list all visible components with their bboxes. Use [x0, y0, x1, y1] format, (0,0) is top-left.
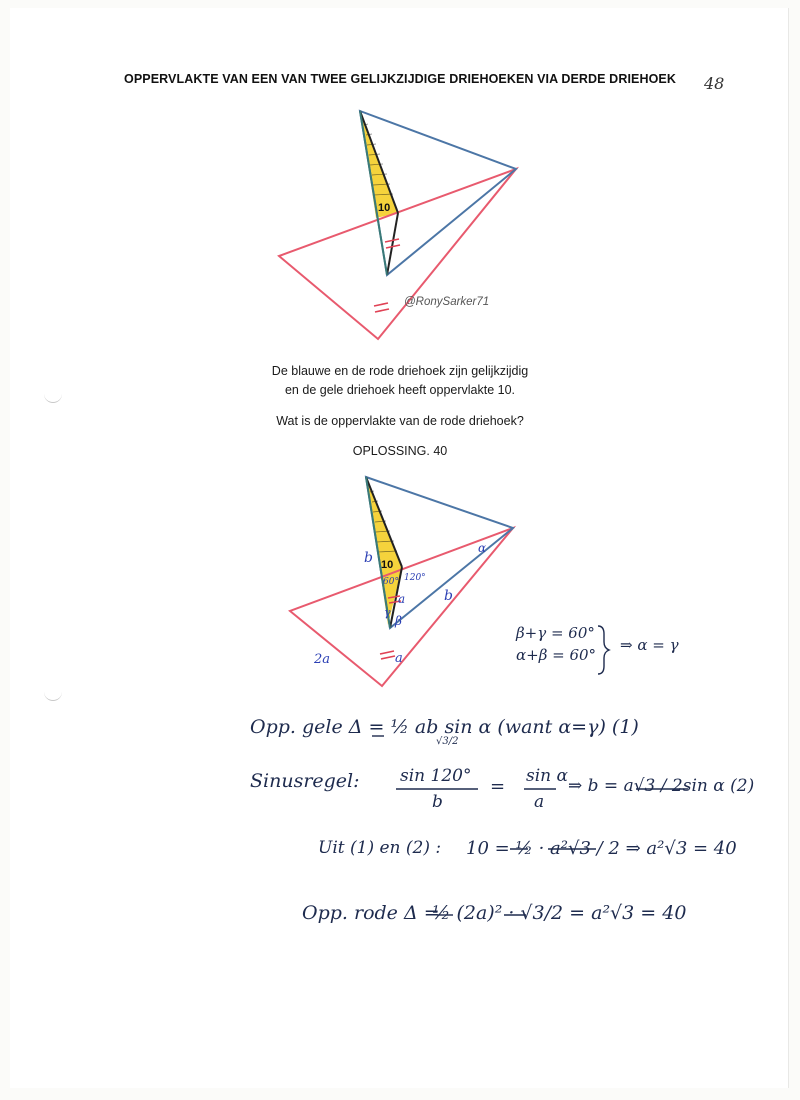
- label-b-left: b: [364, 550, 373, 566]
- label-120deg: 120°: [404, 573, 426, 583]
- equation-alpha-beta: α+β = 60°: [516, 646, 597, 664]
- label-a-lower: a: [395, 651, 403, 666]
- figure-1: [279, 111, 516, 339]
- sine-denominator-2: a: [534, 792, 545, 812]
- yellow-area-label: 10: [381, 559, 394, 571]
- equation-beta-gamma: β+γ = 60°: [516, 624, 595, 642]
- step-red-area-equation: ½ (2a)² · √3/2 = a²√3 = 40: [432, 902, 687, 924]
- sine-result: ⇒ b = a√3 / 2sin α (2): [568, 776, 755, 796]
- label-alpha: α: [478, 541, 487, 555]
- watermark: @RonySarker71: [404, 296, 490, 308]
- sine-numerator-2: sin α: [526, 766, 568, 786]
- equation-result: ⇒ α = γ: [620, 636, 679, 654]
- sine-denominator-1: b: [432, 792, 443, 812]
- label-a-upper: a: [398, 592, 406, 606]
- page-title: OPPERVLAKTE VAN EEN VAN TWEE GELIJKZIJDIGE DRIEHOEKEN VIA DERDE DRIEHOEK: [124, 72, 676, 86]
- solution-label: OPLOSSING. 40: [352, 444, 448, 458]
- sine-numerator-1: sin 120°: [400, 766, 472, 786]
- figure-2: [290, 477, 513, 686]
- label-60deg: 60°: [383, 577, 399, 587]
- equals-sign: =: [490, 776, 506, 797]
- label-2a: 2a: [314, 652, 331, 667]
- problem-line-2: en de gele driehoek heeft oppervlakte 10.: [284, 383, 516, 397]
- yellow-area-label: 10: [378, 202, 391, 214]
- step-combine-label: Uit (1) en (2) :: [318, 838, 442, 858]
- label-gamma: γ: [384, 606, 391, 619]
- yellow-side: [387, 213, 398, 275]
- problem-line-1: De blauwe en de rode driehoek zijn gelijkzijdig: [271, 364, 529, 378]
- curly-brace: [598, 626, 609, 674]
- step-combine-equation: 10 = ½ · a²√3 / 2 ⇒ a²√3 = 40: [466, 838, 737, 859]
- sine-rule-label: Sinusregel:: [250, 770, 360, 792]
- sine-sup-note: √3/2: [436, 736, 459, 747]
- label-b-right: b: [444, 588, 453, 604]
- page-number: 48: [704, 74, 725, 93]
- fraction-bars: [372, 736, 688, 915]
- problem-question: Wat is de oppervlakte van de rode driehoek?: [276, 414, 524, 428]
- step-red-area-label: Opp. rode Δ =: [302, 902, 440, 924]
- label-beta: β: [395, 614, 402, 628]
- red-triangle: [279, 169, 516, 339]
- step-yellow-area: Opp. gele Δ = ½ ab sin α (want α=γ) (1): [250, 716, 639, 738]
